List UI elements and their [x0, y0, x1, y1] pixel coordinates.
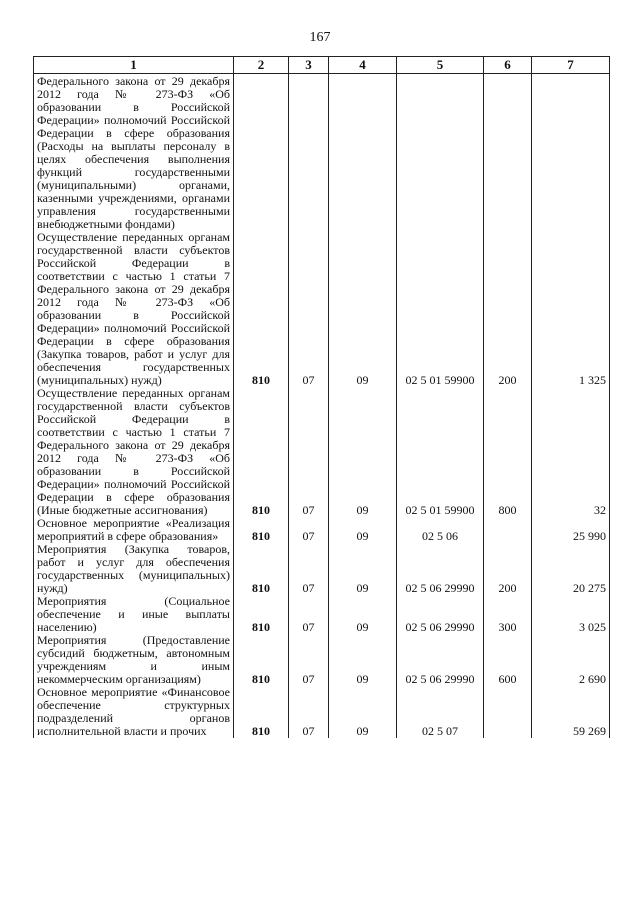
table-header-row — [34, 57, 610, 74]
row-description: Осуществление переданных органам государственной власти субъектов Российской Федерации в соответствии с частью 1 статьи 7 Федерального закона от 29 декабря 2012 года № 273-ФЗ «Об образовании в Российской Федерации» полномочий Российской Федерации в сфере образования (Иные бюджетные ассигнования) — [34, 387, 234, 517]
budget-table — [33, 56, 610, 738]
row-section: 07 — [289, 634, 329, 686]
row-target-code: 02 5 01 59900 — [397, 387, 484, 517]
row-description: Мероприятия (Социальное обеспечение и иные выплаты населению) — [34, 595, 234, 634]
row-ved — [234, 74, 289, 232]
table-row — [34, 517, 610, 543]
row-target-code: 02 5 06 29990 — [397, 634, 484, 686]
row-description: Мероприятия (Закупка товаров, работ и услуг для обеспечения государственных (муниципальных) нужд) — [34, 543, 234, 595]
row-amount: 25 990 — [532, 517, 610, 543]
row-expense-type — [484, 74, 532, 232]
row-amount: 32 — [532, 387, 610, 517]
row-subsection: 09 — [329, 595, 397, 634]
table-row — [34, 634, 610, 686]
row-description: Осуществление переданных органам государственной власти субъектов Российской Федерации в соответствии с частью 1 статьи 7 Федерального закона от 29 декабря 2012 года № 273-ФЗ «Об образовании в Российской Федерации» полномочий Российской Федерации в сфере образования (Закупка товаров, работ и услуг для обеспечения государственных (муниципальных) нужд) — [34, 231, 234, 387]
table-row — [34, 543, 610, 595]
row-target-code: 02 5 07 — [397, 686, 484, 738]
col-header-2: 2 — [234, 57, 289, 74]
row-ved: 810 — [234, 595, 289, 634]
row-ved: 810 — [234, 387, 289, 517]
table-row — [34, 387, 610, 517]
row-subsection: 09 — [329, 686, 397, 738]
table-row — [34, 686, 610, 738]
row-expense-type: 300 — [484, 595, 532, 634]
row-section: 07 — [289, 231, 329, 387]
row-ved: 810 — [234, 686, 289, 738]
row-ved: 810 — [234, 517, 289, 543]
row-description: Федерального закона от 29 декабря 2012 года № 273-ФЗ «Об образовании в Российской Федерации» полномочий Российской Федерации в сфере образования (Расходы на выплаты персоналу в целях обеспечения выполнения функций государственными (муниципальными) органами, казенными учреждениями, органами управления государственными внебюджетными фондами) — [34, 74, 234, 232]
row-description: Мероприятия (Предоставление субсидий бюджетным, автономным учреждениям и иным некоммерческим организациям) — [34, 634, 234, 686]
row-ved: 810 — [234, 543, 289, 595]
row-subsection: 09 — [329, 231, 397, 387]
row-subsection — [329, 74, 397, 232]
row-section: 07 — [289, 686, 329, 738]
row-target-code: 02 5 06 29990 — [397, 595, 484, 634]
row-amount: 20 275 — [532, 543, 610, 595]
row-amount: 1 325 — [532, 231, 610, 387]
col-header-4: 4 — [329, 57, 397, 74]
page-number: 167 — [309, 30, 331, 45]
row-amount: 2 690 — [532, 634, 610, 686]
row-amount: 3 025 — [532, 595, 610, 634]
row-expense-type: 200 — [484, 543, 532, 595]
row-description: Основное мероприятие «Финансовое обеспечение структурных подразделений органов исполнительной власти и прочих — [34, 686, 234, 738]
row-section: 07 — [289, 543, 329, 595]
row-amount: 59 269 — [532, 686, 610, 738]
table-row — [34, 231, 610, 387]
row-subsection: 09 — [329, 387, 397, 517]
row-target-code: 02 5 06 — [397, 517, 484, 543]
col-header-1: 1 — [34, 57, 234, 74]
row-expense-type — [484, 517, 532, 543]
row-subsection: 09 — [329, 517, 397, 543]
row-section: 07 — [289, 595, 329, 634]
row-target-code — [397, 74, 484, 232]
row-subsection: 09 — [329, 634, 397, 686]
row-description: Основное мероприятие «Реализация мероприятий в сфере образования» — [34, 517, 234, 543]
row-section: 07 — [289, 517, 329, 543]
row-expense-type: 200 — [484, 231, 532, 387]
col-header-6: 6 — [484, 57, 532, 74]
row-section: 07 — [289, 387, 329, 517]
row-section — [289, 74, 329, 232]
table-row — [34, 595, 610, 634]
table-row — [34, 74, 610, 232]
row-subsection: 09 — [329, 543, 397, 595]
col-header-5: 5 — [397, 57, 484, 74]
row-expense-type — [484, 686, 532, 738]
row-target-code: 02 5 06 29990 — [397, 543, 484, 595]
col-header-7: 7 — [532, 57, 610, 74]
row-expense-type: 600 — [484, 634, 532, 686]
row-target-code: 02 5 01 59900 — [397, 231, 484, 387]
row-expense-type: 800 — [484, 387, 532, 517]
row-amount — [532, 74, 610, 232]
col-header-3: 3 — [289, 57, 329, 74]
row-ved: 810 — [234, 634, 289, 686]
row-ved: 810 — [234, 231, 289, 387]
